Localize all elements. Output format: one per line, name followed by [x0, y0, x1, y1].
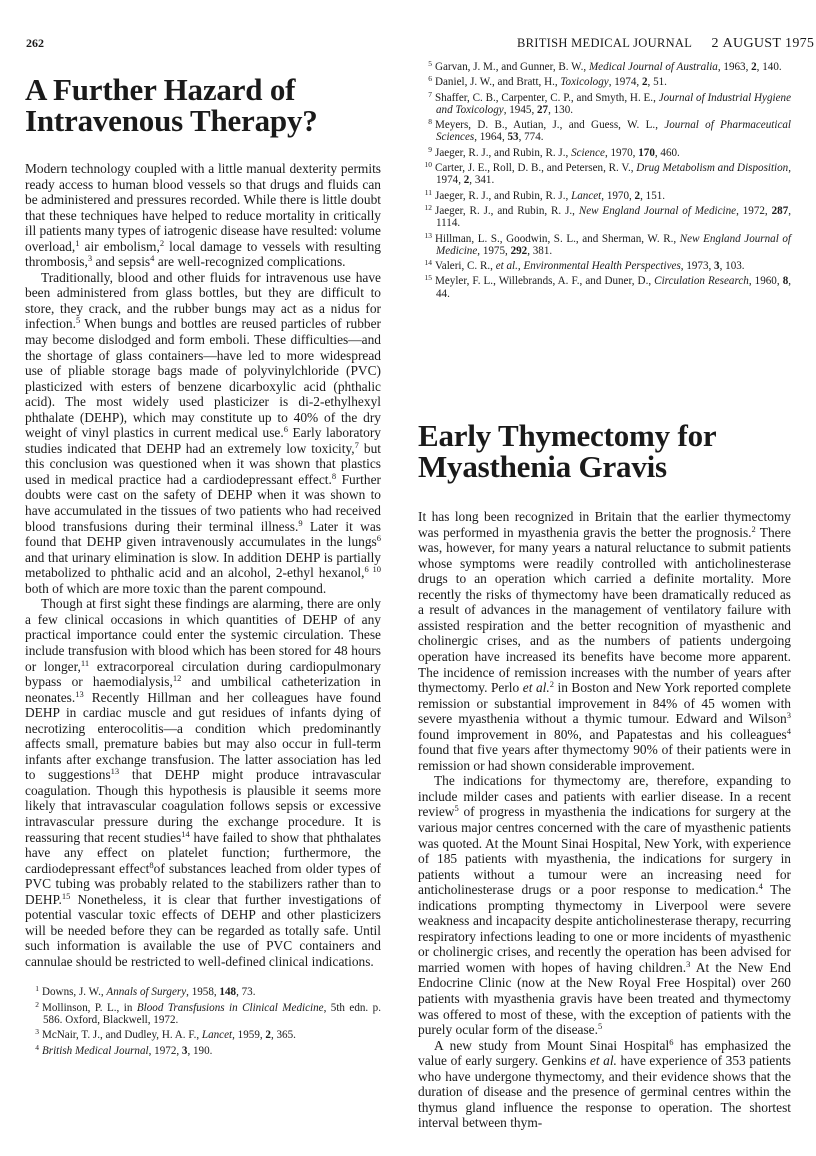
- reference-item: 7 Shaffer, C. B., Carpenter, C. P., and Smyth, H. E., Journal of Industrial Hygiene and Toxicology, 1945, 27, 130.: [418, 89, 791, 117]
- citation-marker: 1: [75, 237, 80, 248]
- reference-item: 3 McNair, T. J., and Dudley, H. A. F., Lancet, 1959, 2, 365.: [25, 1026, 381, 1041]
- reference-list: [25, 983, 381, 1056]
- citation-marker: 13: [110, 766, 120, 777]
- article-body: [25, 161, 381, 969]
- left-column: [25, 60, 381, 1057]
- article-title-line: Intravenous Therapy?: [25, 103, 318, 138]
- citation-marker: 13: [75, 688, 84, 699]
- reference-list: [418, 58, 791, 300]
- reference-item: 12 Jaeger, R. J., and Rubin, R. J., New England Journal of Medicine, 1972, 287, 1114.: [418, 202, 791, 230]
- reference-item: 6 Daniel, J. W., and Bratt, H., Toxicology, 1974, 2, 51.: [418, 73, 791, 88]
- citation-marker: 6: [669, 1036, 674, 1047]
- issue-month: AUGUST: [722, 36, 782, 51]
- reference-number: 10: [424, 160, 432, 170]
- citation-marker: 2: [549, 679, 554, 690]
- citation-marker: 3: [786, 710, 791, 721]
- reference-item: 2 Mollinson, P. L., in Blood Transfusions in Clinical Medicine, 5th edn. p. 586. Oxford, Blackwell, 1972.: [25, 999, 381, 1027]
- reference-number: 5: [428, 59, 432, 68]
- reference-number: 7: [428, 89, 432, 99]
- citation-marker: 8: [149, 859, 154, 870]
- reference-number: 4: [35, 1042, 39, 1052]
- citation-marker: 15: [61, 890, 71, 901]
- reference-number: 15: [424, 273, 432, 283]
- citation-marker: 3: [686, 958, 691, 969]
- reference-number: 14: [424, 258, 432, 268]
- page-number: 262: [26, 36, 44, 50]
- reference-item: 10 Carter, J. E., Roll, D. B., and Petersen, R. V., Drug Metabolism and Disposition, 1974, 2, 341.: [418, 159, 791, 187]
- article-title-line: Myasthenia Gravis: [418, 449, 667, 485]
- citation-marker: 6 10: [364, 564, 382, 575]
- right-column: [418, 58, 791, 1131]
- reference-number: 13: [424, 230, 432, 240]
- citation-marker: 3: [87, 253, 93, 264]
- citation-marker: 6: [283, 424, 288, 435]
- reference-number: 2: [35, 999, 39, 1009]
- citation-marker: 8: [331, 470, 337, 481]
- citation-marker: 14: [181, 828, 190, 839]
- issue-day: 2: [711, 36, 719, 51]
- citation-marker: 11: [80, 657, 90, 668]
- citation-marker: 2: [751, 523, 756, 534]
- citation-marker: 5: [454, 803, 459, 814]
- citation-marker: 5: [597, 1021, 603, 1032]
- citation-marker: 4: [758, 881, 763, 892]
- running-head: [517, 36, 814, 52]
- journal-name: BRITISH MEDICAL JOURNAL: [517, 36, 693, 50]
- article-title: [418, 418, 791, 485]
- paragraph: Though at first sight these findings are alarming, there are only a few clinical occasions in which quantities of DEHP of any practical importance could enter the systemic circulation. These include transfusion with blood which has been stored for 48 hours or longer,$^{11}$ extracorporeal circulation during cardiopulmonary bypass or haemodialysis,$^{12}$ and umbilical catheterization in neonates.$^{13}$ Recently Hillman and her colleagues have found DEHP in cardiac muscle and gut residues of infants dying of necrotizing enterocolitis—a condition which predominantly affects small, premature babies but may also occur in full-term infants after exchange transfusion. The latter association has led to suggestions$^{13}$ that DEHP might produce intravascular coagulation. Though this hypothesis is plausible it seems more likely that intravascular coagulation follows sepsis or excessive intravascular pressure during the exchange procedure. It is reassuring that recent studies$^{14}$ have failed to show that phthalates have any effect on platelet function; furthermore, the cardiodepressant effect$^8$of substances leached from older types of PVC tubing was probably related to the stabilizers rather than to DEHP.$^{15}$ Nonetheless, it is clear that further investigations of potential vascular toxic effects of DEHP and other plasticizers will be needed before they can be regarded as totally safe. Until such information is available the use of PVC containers and cannulae should be restricted to well-defined clinical indications.: [25, 596, 382, 969]
- reference-item: 1 Downs, J. W., Annals of Surgery, 1958, 148, 73.: [25, 983, 381, 998]
- citation-marker: 4: [150, 253, 155, 264]
- paragraph: The indications for thymectomy are, therefore, expanding to include milder cases and patients with earlier disease. In a recent review$^5$ of progress in myasthenia the indications for surgery at the various major centres concerned with the care of myasthenic patients was quoted. At the Mount Sinai Hospital, New York, with experience of 185 patients with myasthenia, the indications for surgery in patients without a tumour were an increasing need for anticholinesterase drugs or a poor response to medication.$^4$ The indications prompting thymectomy in Liverpool were severe weakness and incapacity despite anticholinesterase therapy, recurring respiratory infections leading to one or more incidents of myasthenic or cholinergic crises, and recently the operation has been advised for married women with hopes of having children.$^3$ At the New End Endocrine Clinic (now at the New Royal Free Hospital) over 260 patients with myasthenia gravis have been treated and thymectomy was offered to most of these, with the exception of patients with the purely ocular form of the disease.$^5$: [418, 773, 791, 1038]
- citation-marker: 5: [75, 315, 81, 326]
- issue-year: 1975: [785, 36, 815, 51]
- paragraph: It has long been recognized in Britain that the earlier thymectomy was performed in myasthenia gravis the better the prognosis.$^2$ There was, however, for many years a natural reluctance to submit patients whose symptoms were readily controlled with anticholinesterase drugs to an operation which carried a definite mortality. More recently the risks of thymectomy have been dramatically reduced as a result of advances in the management of ventilatory failure with assisted respiration and the better recognition of myasthenic and cholinergic crises, and as the numbers of patients undergoing operation have increased its benefits have become more apparent. The incidence of remission increases with the number of years after thymectomy. Perlo et al.$^2$ in Boston and New York reported complete remission or substantial improvement in 84% of 45 women with severe myasthenia without a thymic tumour. Edward and Wilson$^3$ found improvement in 80%, and Papatestas and his colleagues$^4$ found that five years after thymectomy 90% of their patients were in remission or had shown considerable improvement.: [418, 509, 791, 773]
- reference-item: 14 Valeri, C. R., et al., Environmental Health Perspectives, 1973, 3, 103.: [418, 257, 791, 272]
- citation-marker: 12: [172, 673, 182, 684]
- reference-item: 13 Hillman, L. S., Goodwin, S. L., and Sherman, W. R., New England Journal of Medicine, 1975, 292, 381.: [418, 230, 791, 258]
- paragraph: Traditionally, blood and other fluids for intravenous use have been administered from glass bottles, but they are difficult to store, they crack, and the rubber bungs may act as a nidus for infection.$^5$ When bungs and bottles are reused particles of rubber may become dislodged and form emboli. These difficulties—and the shortage of glass containers—have led to more widespread use of pliable storage bags made of polyvinylchloride (PVC) plasticized with esters of benzene dicarboxylic acid (phthalic acid). The most widely used plasticizer is di-2-ethylhexyl phthalate (DEHP), which may constitute up to 40% of the dry weight of vinyl plastics in current medical use.$^6$ Early laboratory studies indicated that DEHP had an extremely low toxicity,$^7$ but this conclusion was questioned when it was shown that plastics used in medical practice had a cardiodepressant effect.$^8$ Further doubts were cast on the safety of DEHP when it was shown to have accumulated in the tissues of two patients who had received blood transfusions during their terminal illness.$^9$ Later it was found that DEHP given intravenously accumulates in the lungs$^6$ and that urinary elimination is slow. In addition DEHP is partially metabolized to phthalic acid and an alcohol, 2-ethyl hexanol,$^{6 10}$ both of which are more toxic than the parent compound.: [25, 269, 382, 596]
- paragraph: Modern technology coupled with a little manual dexterity permits ready access to human blood vessels so that drugs and fluids can be administered and pressures recorded. While there is little doubt that these techniques have helped to reduce mortality in critically ill patients many types of iatrogenic disease have resulted: volume overload,$^1$ air embolism,$^2$ local damage to vessels with resulting thrombosis,$^3$ and sepsis$^4$ are well-recognized complications.: [25, 161, 382, 270]
- reference-number: 12: [424, 202, 432, 212]
- citation-marker: 2: [159, 237, 165, 248]
- paragraph: A new study from Mount Sinai Hospital$^6$ has emphasized the value of early surgery. Genkins et al. have experience of 353 patients who have undergone thymectomy, and their evidence shows that the duration of disease and the presence of germinal centres within the thymus gland influence the response to operation. The shortest interval between thym-: [418, 1036, 791, 1131]
- citation-marker: 7: [354, 439, 359, 450]
- reference-number: 8: [428, 117, 432, 127]
- article-title: [25, 74, 381, 136]
- citation-marker: 6: [376, 533, 381, 544]
- reference-item: 9 Jaeger, R. J., and Rubin, R. J., Science, 1970, 170, 460.: [418, 144, 791, 159]
- reference-number: 11: [424, 187, 432, 197]
- reference-item: 4 British Medical Journal, 1972, 3, 190.: [25, 1042, 381, 1057]
- reference-item: 5 Garvan, J. M., and Gunner, B. W., Medical Journal of Australia, 1963, 2, 140.: [418, 58, 791, 73]
- citation-marker: 4: [786, 725, 791, 736]
- reference-item: 11 Jaeger, R. J., and Rubin, R. J., Lancet, 1970, 2, 151.: [418, 187, 791, 202]
- issue-date: [712, 36, 815, 51]
- reference-item: 8 Meyers, D. B., Autian, J., and Guess, W. L., Journal of Pharmaceutical Sciences, 1964, 53, 774.: [418, 116, 791, 144]
- article-title-line: A Further Hazard of: [25, 72, 296, 107]
- article-body: [418, 509, 791, 1131]
- reference-item: 15 Meyler, F. L., Willebrands, A. F., and Duner, D., Circulation Research, 1960, 8, 44.: [418, 272, 791, 300]
- article-title-line: Early Thymectomy for: [418, 418, 717, 454]
- citation-marker: 9: [298, 517, 303, 528]
- reference-number: 1: [35, 984, 39, 994]
- reference-number: 3: [35, 1027, 39, 1037]
- reference-number: 6: [428, 74, 432, 84]
- reference-number: 9: [428, 144, 432, 154]
